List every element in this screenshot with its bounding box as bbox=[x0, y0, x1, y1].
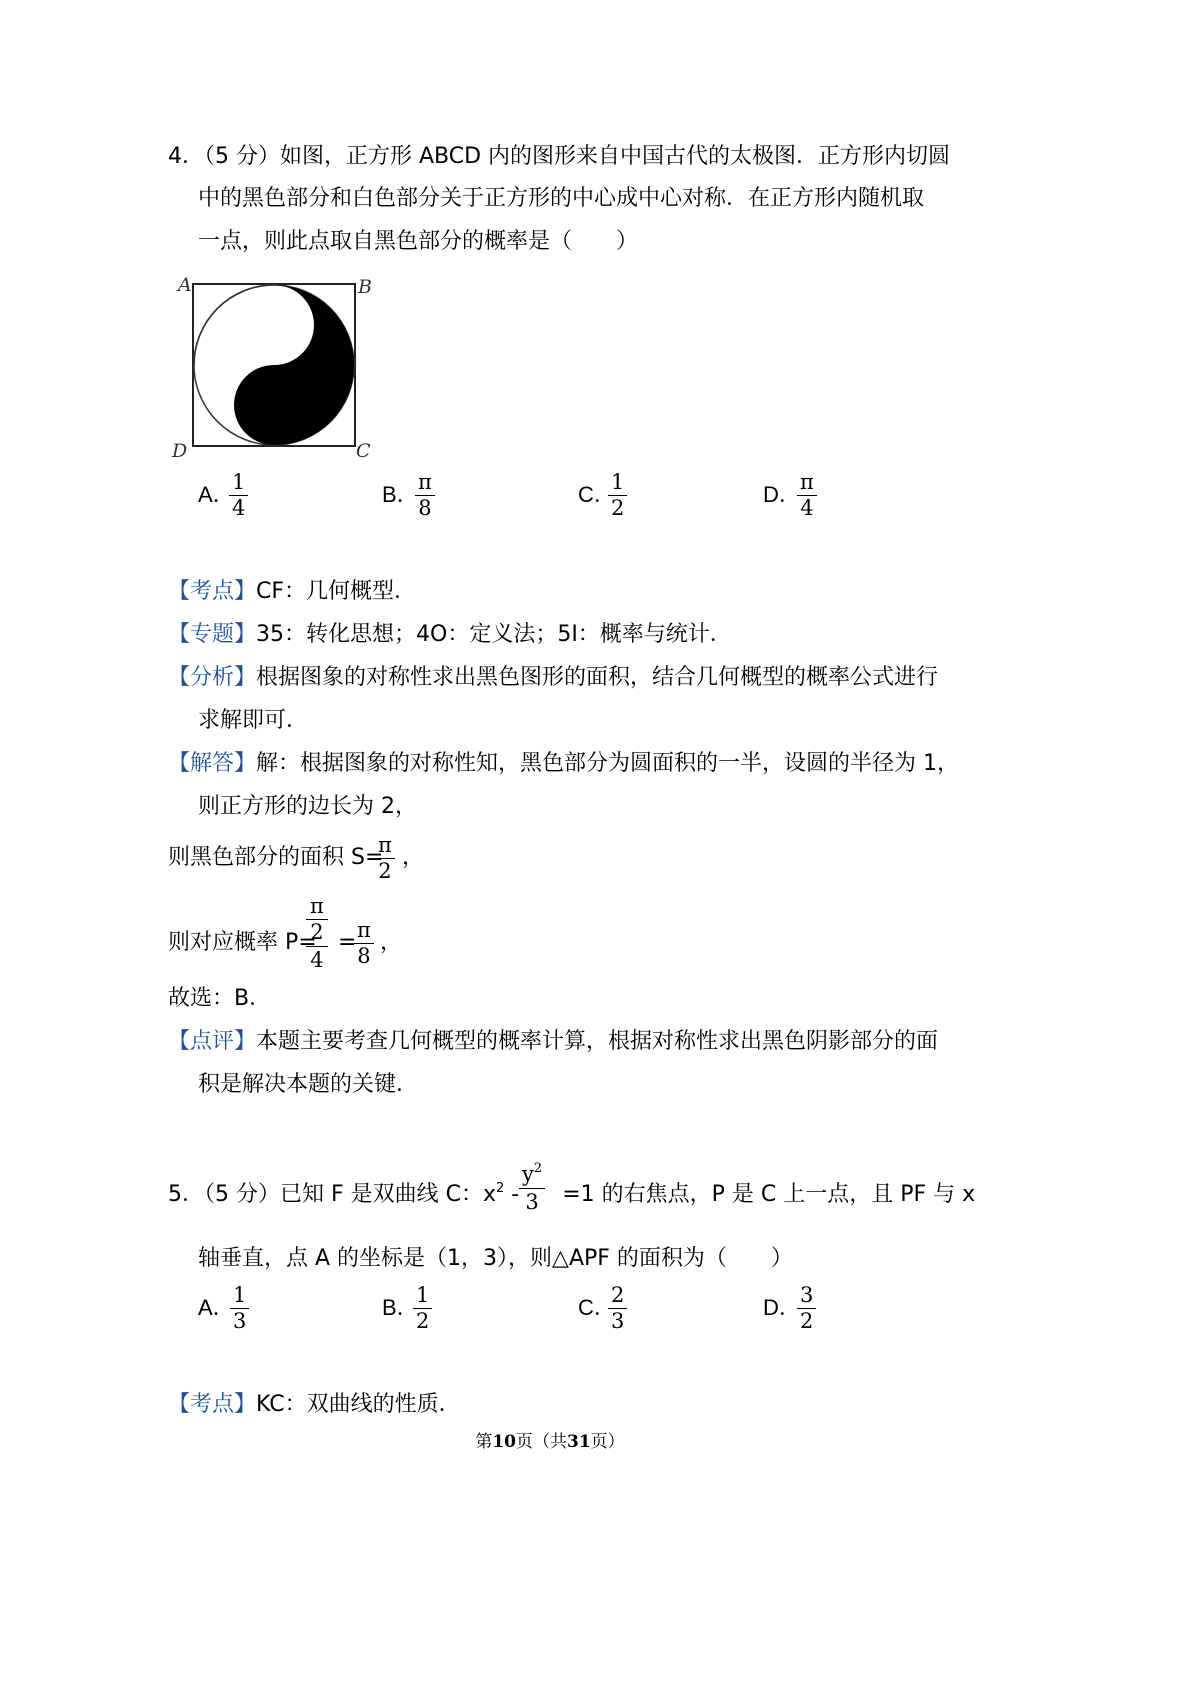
zhuanti-text: 35：转化思想；4O：定义法；5I：概率与统计． bbox=[256, 622, 732, 647]
q5-line1: 5．（5 分）已知 F 是双曲线 C：$x^2 - =1$ 的右焦点，P 是 C 上一点，且 PF 与 x bbox=[168, 1181, 976, 1207]
vertex-a-label: A bbox=[178, 274, 192, 296]
page-number: 10 bbox=[492, 1432, 516, 1452]
dianping-line2: 积是解决本题的关键． bbox=[198, 1072, 419, 1097]
page-footer: 第10页（共31页） bbox=[475, 1432, 625, 1452]
dianping-row bbox=[168, 1031, 938, 1053]
q4-line1: 4．（5 分）如图，正方形 ABCD 内的图形来自中国古代的太极图．正方形内切圆 bbox=[168, 144, 951, 169]
zhuanti-row bbox=[168, 624, 732, 646]
fenxi-row bbox=[168, 667, 938, 689]
kaodian-tag: 【考点】 bbox=[168, 579, 257, 604]
kaodian-row bbox=[168, 581, 416, 603]
q4-line3: 一点，则此点取自黑色部分的概率是（ ） bbox=[198, 229, 639, 254]
q5-kaodian-tag: 【考点】 bbox=[168, 1392, 257, 1417]
zhuanti-tag: 【专题】 bbox=[168, 622, 257, 647]
prob-compound-fraction: π 2 4 bbox=[306, 896, 328, 971]
vertex-c-label: C bbox=[356, 440, 371, 462]
dianping-tag: 【点评】 bbox=[168, 1029, 257, 1054]
fenxi-text: 根据图象的对称性求出黑色图形的面积，结合几何概型的概率公式进行 bbox=[256, 665, 939, 690]
q5-line2: 轴垂直，点 A 的坐标是（1，3），则△APF 的面积为（ ） bbox=[198, 1246, 793, 1271]
q4-line2: 中的黑色部分和白色部分关于正方形的中心成中心对称．在正方形内随机取 bbox=[198, 186, 925, 211]
prob-suffix: ， bbox=[380, 930, 403, 955]
jieda-text: 解：根据图象的对称性知，黑色部分为圆面积的一半，设圆的半径为 1， bbox=[256, 751, 960, 776]
q5-kaodian-text: KC：双曲线的性质． bbox=[256, 1392, 461, 1417]
dianping-text: 本题主要考查几何概型的概率计算，根据对称性求出黑色阴影部分的面 bbox=[256, 1029, 939, 1054]
taiji-figure bbox=[168, 270, 388, 470]
q5-kaodian-row bbox=[168, 1394, 461, 1416]
vertex-d-label: D bbox=[172, 440, 188, 462]
prob-equals: = bbox=[338, 930, 357, 955]
jieda-line2: 则正方形的边长为 2， bbox=[198, 794, 417, 819]
vertex-b-label: B bbox=[358, 276, 372, 298]
jieda-tag: 【解答】 bbox=[168, 751, 257, 776]
page-total: 31 bbox=[567, 1432, 591, 1452]
area-suffix: ， bbox=[402, 845, 425, 870]
guxuan: 故选：B． bbox=[168, 986, 272, 1011]
prob-prefix: 则对应概率 P= bbox=[168, 930, 317, 955]
area-prefix: 则黑色部分的面积 S= bbox=[168, 845, 384, 870]
kaodian-text: CF：几何概型． bbox=[256, 579, 417, 604]
jieda-row bbox=[168, 753, 959, 775]
fenxi-tag: 【分析】 bbox=[168, 665, 257, 690]
q5-y2-over-3: $y^2$ 3 bbox=[519, 1164, 545, 1213]
area-fraction: $\frac{\pi}{2}$ bbox=[375, 835, 395, 882]
prob-result-fraction: $\frac{\pi}{8}$ bbox=[354, 920, 374, 967]
fenxi-line2: 求解即可． bbox=[198, 708, 309, 733]
